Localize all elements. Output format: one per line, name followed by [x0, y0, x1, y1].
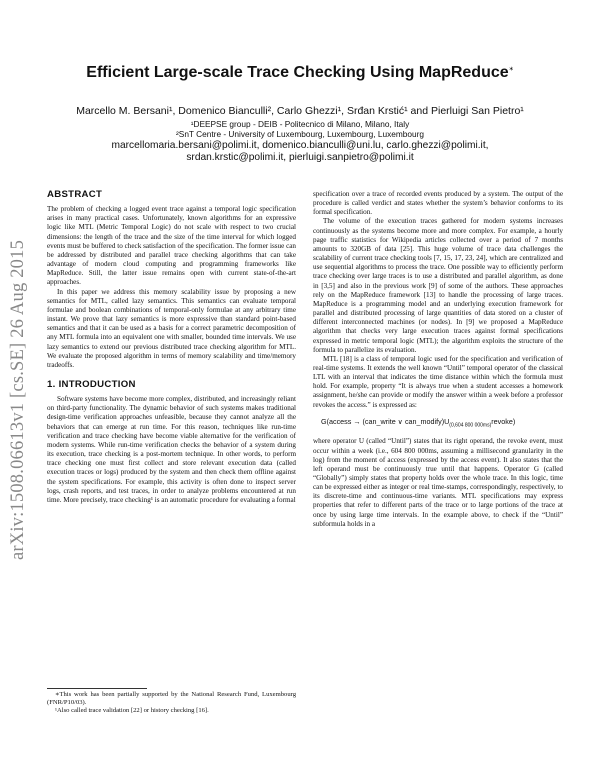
- affiliation-1: ¹DEEPSE group - DEIB - Politecnico di Milano, Milano, Italy: [190, 119, 410, 129]
- intro-paragraph-1: Software systems have become more complex, distributed, and increasingly reliant on third-party functionality. The dynamic behavior of such systems makes traditional design-time verification approaches unfeasible, because they cannot analyze all the behaviors that can emerge at run time. For this reason, techniques like run-time verification and trace checking have become viable alternative for the verification of modern systems. While run-time verification checks the behavior of a system during its execution, trace checking is a post-mortem technique. In other words, to perform trace checking one must first collect and store relevant execution data (called execution traces or logs) produced by the system and then check them offline against the system specifications. For example, this activity is often done to inspect server logs, crash reports, and test traces, in order to analyze problems encountered at run time. More precisely, trace checking¹ is an automatic procedure for evaluating a formal: [47, 395, 296, 504]
- footnote-funding: ∗This work has been partially supported by the National Research Fund, Luxembourg (FNR/P10/03).: [47, 691, 296, 707]
- footnote-rule: [47, 688, 147, 689]
- formula-interval: (0,604 800 000ms): [449, 422, 492, 429]
- right-paragraph-3: MTL [18] is a class of temporal logic used for the specification and verification of real-time systems. It extends the well known “Until” temporal operator of the classical LTL with an interval that indicates the time distance within which the formula must hold. For example, property “It is always true when a student accesses a homework assignment, he/she can provide or modify the answer within a week before a professor revokes the access.” is expressed as:: [313, 354, 563, 409]
- abstract-paragraph-1: The problem of checking a logged event trace against a temporal logic specification arises in many practical cases. Unfortunately, known algorithms for an expressive logic like MTL (Metric Temporal Logic) do not scale with respect to two crucial dimensions: the length of the trace and the size of the time interval for which logged events must be buffered to check satisfaction of the specification. The former issue can be addressed by distributed and parallel trace checking algorithms that can take advantage of modern cloud computing and programming frameworks like MapReduce. Still, the latter issue remains open with current state-of-the-art approaches.: [47, 205, 296, 287]
- author-list: Marcello M. Bersani¹, Domenico Bianculli², Carlo Ghezzi¹, Srđan Krstić¹ and Pierluigi San Pietro¹: [76, 105, 524, 117]
- arxiv-identifier[interactable]: arXiv:1508.06613v1 [cs.SE] 26 Aug 2015: [8, 239, 28, 560]
- right-paragraph-2: The volume of the execution traces gathered for modern systems increases continuously as the systems become more and more complex. For example, a hourly page traffic statistics for Wikipedia articles collected over a period of 7 months amounts to 320GB of data [25]. This huge volume of trace data challenges the scalability of current trace checking tools [7, 15, 17, 23, 24], which are centralized and use sequential algorithms to process the trace. One possible way to efficiently perform trace checking over large traces is to use a distributed and parallel algorithm, as done in [3,5] and also in the previous work [9] of some of the authors. These approaches rely on the MapReduce framework [13] to handle the processing of large traces. MapReduce is a programming model and an underlying execution framework for parallel and distributed processing of large quantities of data stored on a cluster of different interconnected machines (or nodes). In [9] we proposed a MapReduce algorithm that checks very large execution traces against formal specifications expressed in metric temporal logic (MTL); the algorithm exploits the structure of the formula to parallelize its evaluation.: [313, 217, 563, 354]
- right-paragraph-4: where operator U (called “Until”) states that its right operand, the revoke event, must occur within a week (i.e., 604 800 000ms, assuming a millisecond granularity in the log) from the moment of access (expressed by the access event). It also states that the left operand must be continuously true until that happens. Operator G (called “Globally”) simply states that property holds over the whole trace. In this logic, time can be expressed either as integer or real time-stamps, correspondingly, respectively, to its discrete-time and continuous-time variants. MTL specifications may express properties that refer to different parts of the trace or to large portions of the trace at once by using large time intervals. In the example above, to check if the “Until” subformula holds in a: [313, 437, 563, 528]
- formula-main: G(access → (can_write ∨ can_modify)U: [321, 416, 450, 426]
- right-column: [313, 190, 563, 529]
- footnote-trace-checking: ¹Also called trace validation [22] or history checking [16].: [55, 707, 209, 715]
- email-line-1[interactable]: marcellomaria.bersani@polimi.it, domenico.bianculli@uni.lu, carlo.ghezzi@polimi.it,: [111, 140, 489, 151]
- title-footnote-mark: ∗: [508, 66, 514, 73]
- left-column: [47, 190, 296, 505]
- paper-title: [60, 64, 540, 82]
- introduction-heading: 1. INTRODUCTION: [47, 378, 136, 390]
- mtl-formula: [321, 417, 563, 431]
- right-paragraph-1: specification over a trace of recorded events produced by a system. The output of the procedure is called verdict and states whether the system’s behavior conforms to its formal specification.: [313, 190, 563, 217]
- title-text: Efficient Large-scale Trace Checking Using MapReduce: [86, 64, 509, 81]
- abstract-paragraph-2: In this paper we address this memory scalability issue by proposing a new semantics for MTL, called lazy semantics. This semantics can evaluate temporal formulae and boolean combinations of temporal-only formulae at any arbitrary time instant. We prove that lazy semantics is more expressive than standard point-based semantics and that it can be used as a basis for a correct parametric decomposition of any MTL formula into an equivalent one with smaller, bounded time intervals. We use lazy semantics to extend our previous distributed trace checking algorithm for MTL. We evaluate the proposed algorithm in terms of memory scalability and time/memory tradeoffs.: [47, 287, 296, 369]
- abstract-heading: ABSTRACT: [47, 189, 103, 200]
- footnotes: [47, 691, 296, 716]
- email-line-2[interactable]: srdan.krstic@polimi.it, pierluigi.sanpietro@polimi.it: [186, 152, 414, 163]
- formula-tail: revoke): [491, 416, 516, 426]
- affiliation-2: ²SnT Centre - University of Luxembourg, Luxembourg, Luxembourg: [176, 129, 424, 139]
